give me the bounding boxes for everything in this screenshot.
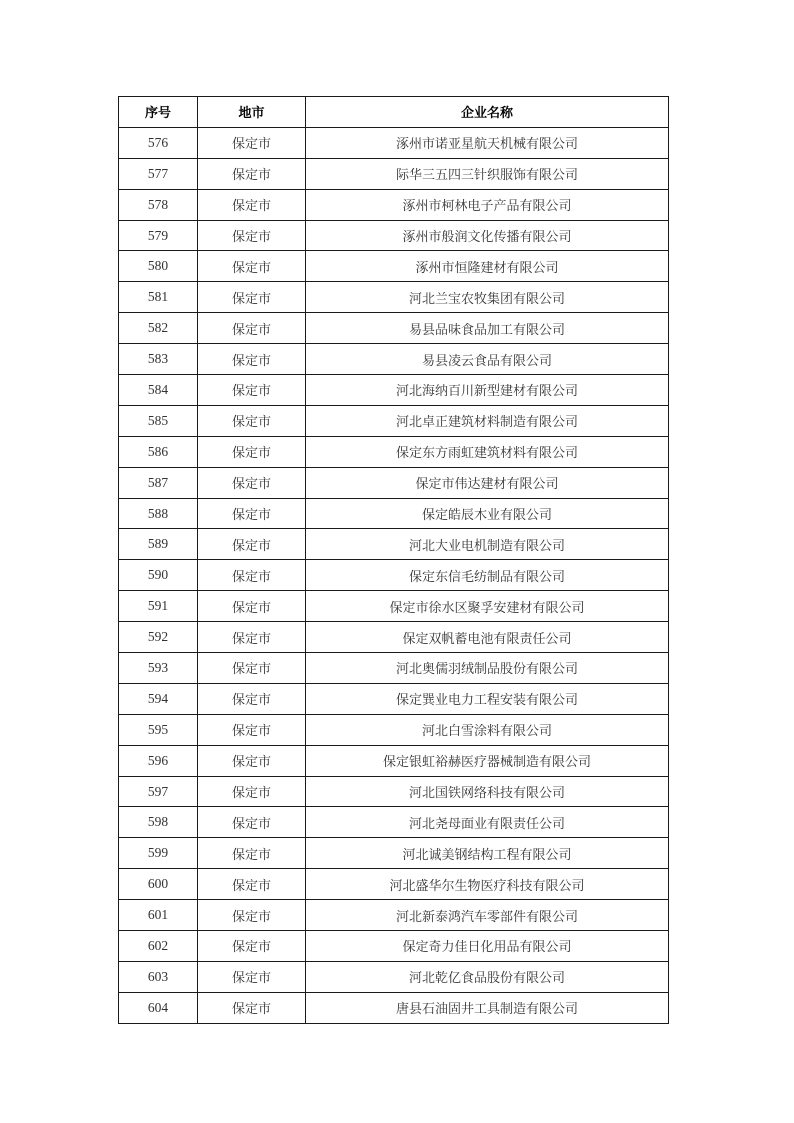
company-name-cell: 保定东信毛纺制品有限公司 — [306, 560, 669, 591]
serial-number-cell: 602 — [119, 931, 198, 962]
company-name-cell: 保定皓辰木业有限公司 — [306, 498, 669, 529]
column-header-serial-number: 序号 — [119, 97, 198, 128]
company-name-cell: 保定双帆蓄电池有限责任公司 — [306, 622, 669, 653]
serial-number-cell: 578 — [119, 189, 198, 220]
table-row — [119, 251, 669, 282]
company-name-cell: 涿州市诺亚星航天机械有限公司 — [306, 127, 669, 158]
table-row — [119, 467, 669, 498]
city-cell: 保定市 — [198, 992, 306, 1023]
company-name-cell: 河北白雪涂料有限公司 — [306, 714, 669, 745]
company-name-cell: 涿州市柯林电子产品有限公司 — [306, 189, 669, 220]
table-row — [119, 869, 669, 900]
table-row — [119, 992, 669, 1023]
company-name-cell: 唐县石油固井工具制造有限公司 — [306, 992, 669, 1023]
serial-number-cell: 582 — [119, 313, 198, 344]
serial-number-cell: 604 — [119, 992, 198, 1023]
city-cell: 保定市 — [198, 900, 306, 931]
city-cell: 保定市 — [198, 375, 306, 406]
city-cell: 保定市 — [198, 745, 306, 776]
company-name-cell: 河北兰宝农牧集团有限公司 — [306, 282, 669, 313]
company-name-cell: 涿州市般润文化传播有限公司 — [306, 220, 669, 251]
company-name-cell: 河北诚美钢结构工程有限公司 — [306, 838, 669, 869]
city-cell: 保定市 — [198, 282, 306, 313]
table-row — [119, 529, 669, 560]
city-cell: 保定市 — [198, 529, 306, 560]
company-name-cell: 河北大业电机制造有限公司 — [306, 529, 669, 560]
company-name-cell: 易县凌云食品有限公司 — [306, 344, 669, 375]
serial-number-cell: 592 — [119, 622, 198, 653]
table-row — [119, 436, 669, 467]
city-cell: 保定市 — [198, 776, 306, 807]
table-row — [119, 220, 669, 251]
table-row — [119, 931, 669, 962]
serial-number-cell: 597 — [119, 776, 198, 807]
serial-number-cell: 580 — [119, 251, 198, 282]
serial-number-cell: 576 — [119, 127, 198, 158]
company-name-cell: 河北新泰鸿汽车零部件有限公司 — [306, 900, 669, 931]
company-name-cell: 易县品味食品加工有限公司 — [306, 313, 669, 344]
column-header-company-name: 企业名称 — [306, 97, 669, 128]
city-cell: 保定市 — [198, 127, 306, 158]
city-cell: 保定市 — [198, 931, 306, 962]
city-cell: 保定市 — [198, 220, 306, 251]
table-row — [119, 714, 669, 745]
company-name-cell: 涿州市恒隆建材有限公司 — [306, 251, 669, 282]
city-cell: 保定市 — [198, 560, 306, 591]
city-cell: 保定市 — [198, 189, 306, 220]
company-name-cell: 际华三五四三针织服饰有限公司 — [306, 158, 669, 189]
city-cell: 保定市 — [198, 714, 306, 745]
table-row — [119, 622, 669, 653]
serial-number-cell: 593 — [119, 653, 198, 684]
table-row — [119, 745, 669, 776]
city-cell: 保定市 — [198, 158, 306, 189]
city-cell: 保定市 — [198, 622, 306, 653]
serial-number-cell: 577 — [119, 158, 198, 189]
serial-number-cell: 590 — [119, 560, 198, 591]
table-row — [119, 776, 669, 807]
table-row — [119, 560, 669, 591]
company-name-cell: 保定银虹裕赫医疗器械制造有限公司 — [306, 745, 669, 776]
serial-number-cell: 600 — [119, 869, 198, 900]
serial-number-cell: 594 — [119, 683, 198, 714]
table-row — [119, 313, 669, 344]
serial-number-cell: 589 — [119, 529, 198, 560]
city-cell: 保定市 — [198, 344, 306, 375]
serial-number-cell: 586 — [119, 436, 198, 467]
table-row — [119, 375, 669, 406]
serial-number-cell: 595 — [119, 714, 198, 745]
table-row — [119, 591, 669, 622]
company-name-cell: 保定巽业电力工程安装有限公司 — [306, 683, 669, 714]
company-name-cell: 河北尧母面业有限责任公司 — [306, 807, 669, 838]
serial-number-cell: 587 — [119, 467, 198, 498]
city-cell: 保定市 — [198, 653, 306, 684]
serial-number-cell: 581 — [119, 282, 198, 313]
table-row — [119, 344, 669, 375]
company-name-cell: 保定东方雨虹建筑材料有限公司 — [306, 436, 669, 467]
serial-number-cell: 591 — [119, 591, 198, 622]
city-cell: 保定市 — [198, 313, 306, 344]
table-row — [119, 127, 669, 158]
company-name-cell: 河北海纳百川新型建材有限公司 — [306, 375, 669, 406]
company-name-cell: 河北国铁网络科技有限公司 — [306, 776, 669, 807]
company-name-cell: 河北乾亿食品股份有限公司 — [306, 961, 669, 992]
city-cell: 保定市 — [198, 961, 306, 992]
table-row — [119, 653, 669, 684]
serial-number-cell: 588 — [119, 498, 198, 529]
table-row — [119, 405, 669, 436]
table-header-row — [119, 97, 669, 128]
serial-number-cell: 596 — [119, 745, 198, 776]
company-name-cell: 河北盛华尔生物医疗科技有限公司 — [306, 869, 669, 900]
serial-number-cell: 598 — [119, 807, 198, 838]
serial-number-cell: 584 — [119, 375, 198, 406]
serial-number-cell: 583 — [119, 344, 198, 375]
serial-number-cell: 599 — [119, 838, 198, 869]
city-cell: 保定市 — [198, 591, 306, 622]
enterprise-list-table — [118, 96, 669, 1024]
company-name-cell: 河北奥儒羽绒制品股份有限公司 — [306, 653, 669, 684]
table-row — [119, 189, 669, 220]
table-row — [119, 282, 669, 313]
table-row — [119, 900, 669, 931]
city-cell: 保定市 — [198, 467, 306, 498]
column-header-city: 地市 — [198, 97, 306, 128]
table-row — [119, 838, 669, 869]
serial-number-cell: 603 — [119, 961, 198, 992]
city-cell: 保定市 — [198, 251, 306, 282]
company-name-cell: 河北卓正建筑材料制造有限公司 — [306, 405, 669, 436]
serial-number-cell: 585 — [119, 405, 198, 436]
city-cell: 保定市 — [198, 436, 306, 467]
city-cell: 保定市 — [198, 405, 306, 436]
serial-number-cell: 579 — [119, 220, 198, 251]
company-name-cell: 保定市徐水区聚孚安建材有限公司 — [306, 591, 669, 622]
city-cell: 保定市 — [198, 807, 306, 838]
table-row — [119, 683, 669, 714]
company-name-cell: 保定市伟达建材有限公司 — [306, 467, 669, 498]
table-body — [119, 127, 669, 1023]
city-cell: 保定市 — [198, 869, 306, 900]
city-cell: 保定市 — [198, 683, 306, 714]
company-name-cell: 保定奇力佳日化用品有限公司 — [306, 931, 669, 962]
city-cell: 保定市 — [198, 498, 306, 529]
table-row — [119, 498, 669, 529]
table-row — [119, 961, 669, 992]
city-cell: 保定市 — [198, 838, 306, 869]
serial-number-cell: 601 — [119, 900, 198, 931]
table-row — [119, 807, 669, 838]
table-row — [119, 158, 669, 189]
